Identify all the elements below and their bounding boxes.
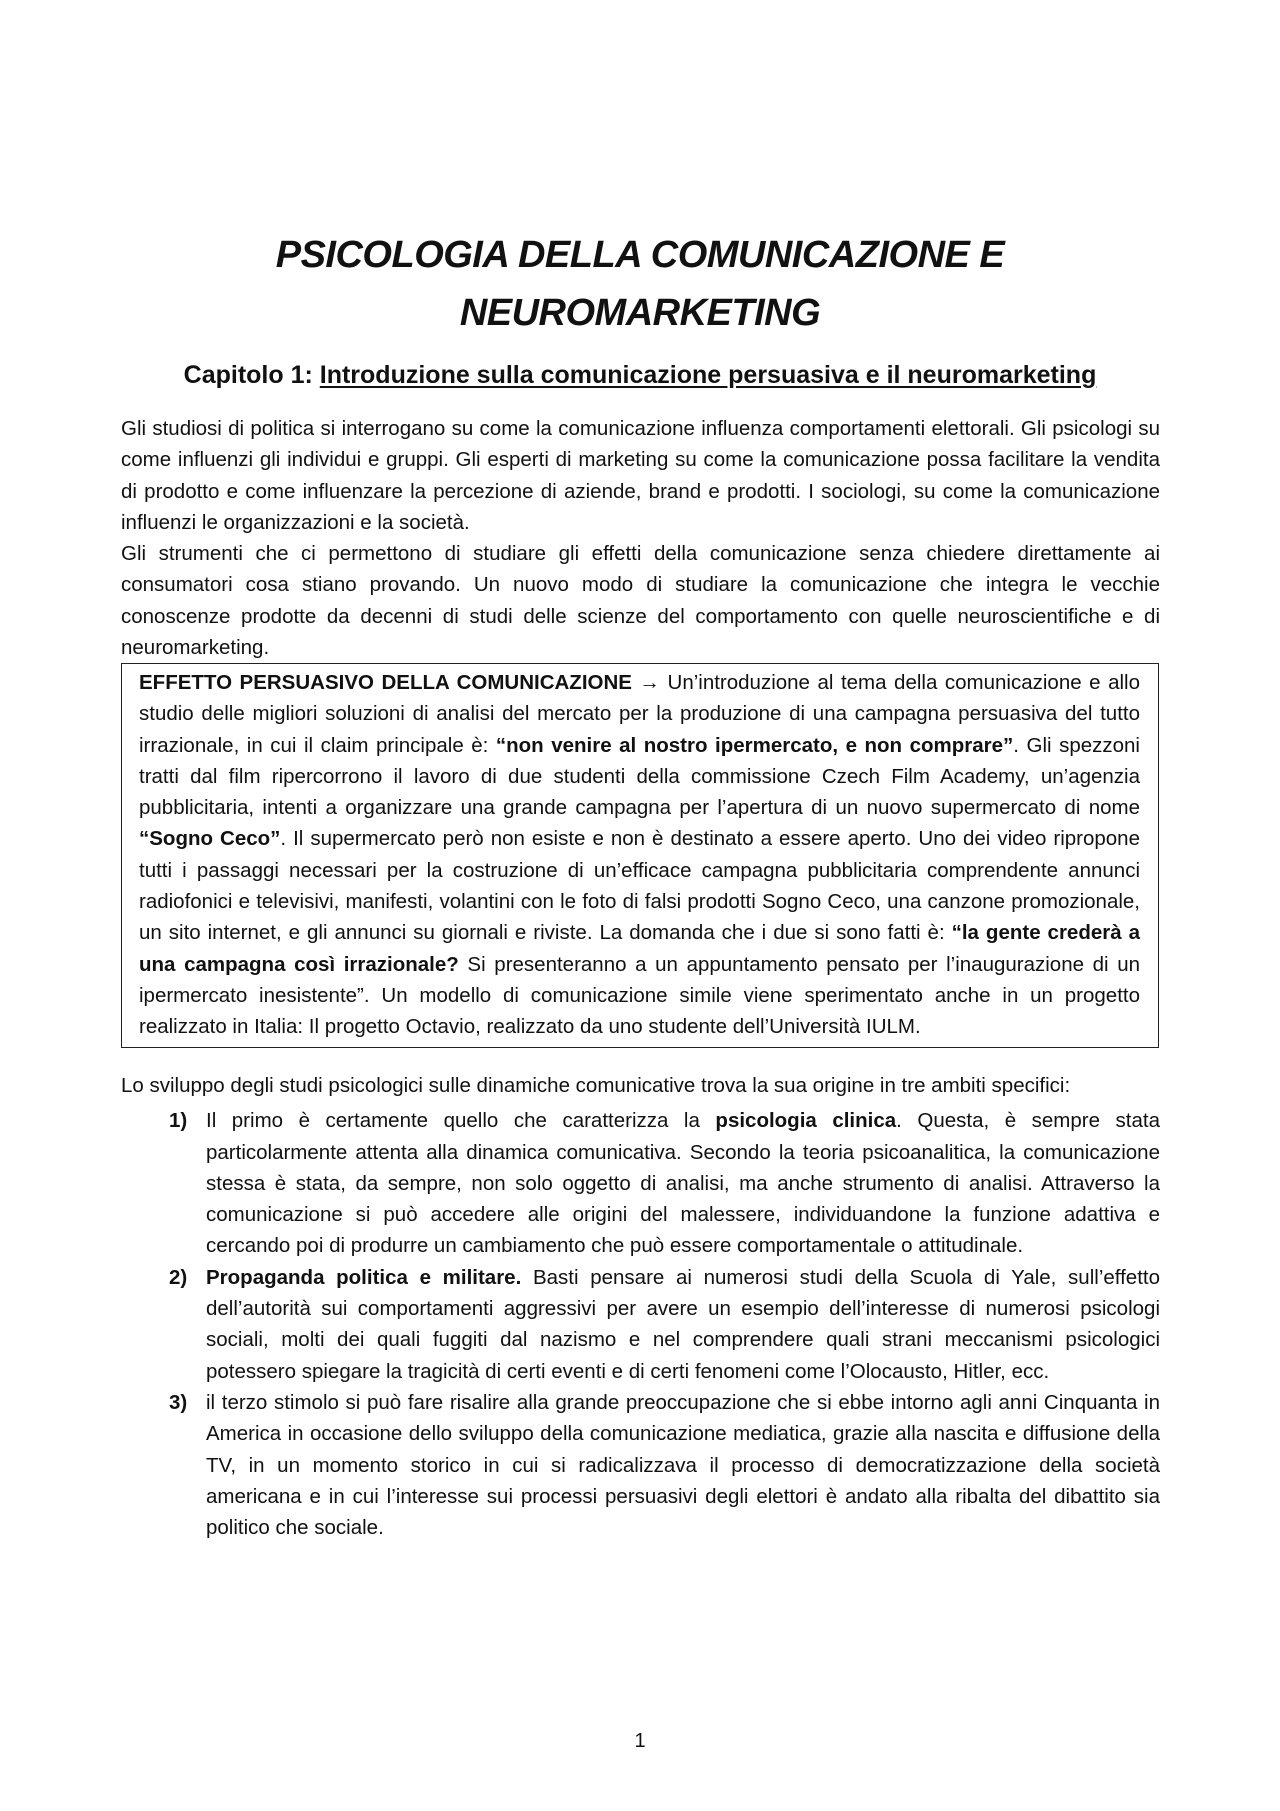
intro-paragraph-1: Gli studiosi di politica si interrogano su come la comunicazione influenza comportamenti elettorali. Gli psicologi su come influenzi gli individui e gruppi. Gli esperti di marketing su come la comunicazione possa facilitare la vendita di prodotto e come influenzare la percezione di aziende, brand e prodotti. I sociologi, su come la comunicazione influenzi le organizzazioni e la società. [121,417,1160,534]
box-bold-1: “non venire al nostro ipermercato, e non comprare” [495,733,1014,757]
right-arrow-icon: → [639,671,660,694]
section-intro: Lo sviluppo degli studi psicologici sulle dinamiche comunicative trova la sua origine in tre ambiti specifici: [121,1074,1071,1097]
chapter-heading [120,358,1160,392]
list-item-text-bold: psicologia clinica [715,1109,897,1133]
list-item-text-post: Basti pensare ai numerosi studi della Scuola di Yale, sull’effetto dell’autorità sui comportamenti aggressivi per avere un esempio dell’interesse di numerosi psicologi sociali, molti dei quali fuggiti dal nazismo e nel comprendere quali strani meccanismi psicologici potessero spiegare la tragicità di certi eventi e di certi fenomeni come l’Olocausto, Hitler, ecc. [206,1265,1160,1383]
persuasive-effect-box [121,663,1159,1048]
list-item-text-pre: Il primo è certamente quello che caratterizza la [206,1109,716,1133]
document-title [120,226,1160,342]
intro-paragraph-2: Gli strumenti che ci permettono di studiare gli effetti della comunicazione senza chiedere direttamente ai consumatori cosa stiano provando. Un nuovo modo di studiare la comunicazione che integra le vecchie conoscenze prodotte da decenni di studi delle scienze del comportamento con quelle neuroscientifiche e di neuromarketing. [121,542,1160,660]
list-item-text [206,1105,1160,1261]
list-item [121,1262,1160,1387]
list-item-number: 3) [169,1390,188,1414]
title-line-1: PSICOLOGIA DELLA COMUNICAZIONE E [275,234,1005,276]
list-item-text-pre: il terzo stimolo si può fare risalire alla grande preoccupazione che si ebbe intorno agli anni Cinquanta in America in occasione dello sviluppo della comunicazione mediatica, grazie alla nascita e diffusione della TV, in un momento storico in cui si radicalizzava il processo di democratizzazione della società americana e in cui l’interesse sui processi persuasivi degli elettori è andato alla ribalta del dibattito sia politico che sociale. [206,1390,1160,1540]
list-item-text-bold: Propaganda politica e militare. [206,1265,522,1289]
list-item-number: 1) [169,1109,188,1133]
box-text-4: Si presenteranno a un appuntamento pensato per l’inaugurazione di un ipermercato inesistente”. Un modello di comunicazione simile viene sperimentato anche in un progetto realizzato in Italia: Il progetto Octavio, realizzato da uno studente dell’Università IULM. [139,952,1141,1039]
chapter-label: Capitolo 1: [183,361,313,389]
list-item-text [206,1262,1160,1387]
list-item-text [206,1387,1160,1543]
box-text-2: . Gli spezzoni tratti dal film ripercorrono il lavoro di due studenti della commissione Czech Film Academy, un’agenzia pubblicitaria, intenti a organizzare una grande campagna per l’apertura di un nuovo supermercato di nome [139,733,1140,820]
list-item-text-post: . Questa, è sempre stata particolarmente attenta alla dinamica comunicativa. Secondo la teoria psicoanalitica, la comunicazione stessa è stata, da sempre, non solo oggetto di analisi, ma anche strumento di analisi. Attraverso la comunicazione si può accedere alle origini del malessere, individuandone la funzione adattiva e cercando poi di produrre un cambiamento che può essere comportamentale o attitudinale. [206,1109,1160,1258]
page-number: 1 [634,1730,646,1752]
box-heading: EFFETTO PERSUASIVO DELLA COMUNICAZIONE [139,671,632,694]
box-bold-2: “Sogno Ceco” [139,827,281,851]
box-text-3: . Il supermercato però non esiste e non è destinato a essere aperto. Uno dei video ripropone tutti i passaggi necessari per la costruzione di un’efficace campagna pubblicitaria comprendente annunci radiofonici e televisivi, manifesti, volantini con le foto di falsi prodotti Sogno Ceco, una canzone promozionale, un sito internet, e gli annunci su giornali e riviste. La domanda che i due si sono fatti è: [139,827,1140,945]
title-line-2: NEUROMARKETING [459,292,821,334]
box-paragraph [139,667,1140,1043]
intro-text [121,413,1160,663]
list-item [121,1105,1160,1261]
list-item-number: 2) [169,1265,188,1289]
origins-list [121,1105,1160,1543]
box-bold-3: “la gente crederà a una campagna così irrazionale? [139,921,1140,976]
origins-section [121,1070,1160,1543]
box-text-1: Un’introduzione al tema della comunicazione e allo studio delle migliori soluzioni di analisi del mercato per la produzione di una campagna persuasiva del tutto irrazionale, in cui il claim principale è: [139,671,1140,757]
chapter-title: Introduzione sulla comunicazione persuasiva e il neuromarketing [319,361,1097,389]
list-item [121,1387,1160,1543]
